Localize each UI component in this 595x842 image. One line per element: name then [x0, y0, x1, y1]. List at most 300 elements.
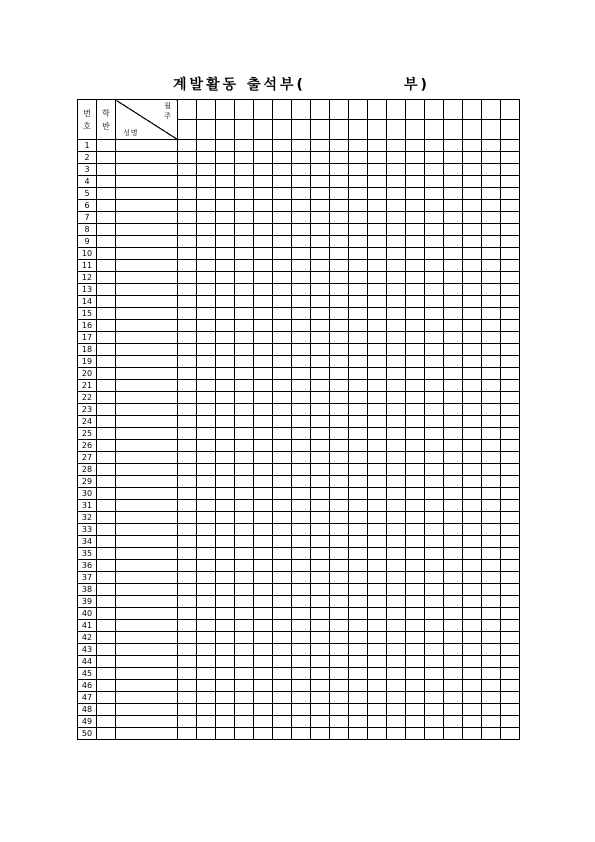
name-cell[interactable] [116, 296, 178, 308]
attendance-cell[interactable] [501, 188, 520, 200]
header-date-cell[interactable] [349, 100, 368, 120]
attendance-cell[interactable] [273, 692, 292, 704]
attendance-cell[interactable] [216, 404, 235, 416]
attendance-cell[interactable] [330, 248, 349, 260]
attendance-cell[interactable] [368, 512, 387, 524]
attendance-cell[interactable] [330, 236, 349, 248]
attendance-cell[interactable] [463, 224, 482, 236]
attendance-cell[interactable] [292, 236, 311, 248]
attendance-cell[interactable] [368, 404, 387, 416]
class-cell[interactable] [97, 368, 116, 380]
class-cell[interactable] [97, 320, 116, 332]
attendance-cell[interactable] [178, 488, 197, 500]
attendance-cell[interactable] [501, 656, 520, 668]
attendance-cell[interactable] [273, 500, 292, 512]
class-cell[interactable] [97, 452, 116, 464]
attendance-cell[interactable] [349, 188, 368, 200]
attendance-cell[interactable] [292, 512, 311, 524]
name-cell[interactable] [116, 344, 178, 356]
attendance-cell[interactable] [349, 572, 368, 584]
attendance-cell[interactable] [482, 188, 501, 200]
attendance-cell[interactable] [482, 428, 501, 440]
attendance-cell[interactable] [197, 212, 216, 224]
attendance-cell[interactable] [178, 260, 197, 272]
attendance-cell[interactable] [387, 260, 406, 272]
attendance-cell[interactable] [178, 428, 197, 440]
attendance-cell[interactable] [387, 152, 406, 164]
name-cell[interactable] [116, 584, 178, 596]
attendance-cell[interactable] [482, 152, 501, 164]
attendance-cell[interactable] [178, 188, 197, 200]
attendance-cell[interactable] [482, 500, 501, 512]
class-cell[interactable] [97, 344, 116, 356]
attendance-cell[interactable] [197, 452, 216, 464]
attendance-cell[interactable] [330, 536, 349, 548]
attendance-cell[interactable] [368, 188, 387, 200]
attendance-cell[interactable] [254, 548, 273, 560]
attendance-cell[interactable] [330, 716, 349, 728]
attendance-cell[interactable] [235, 332, 254, 344]
attendance-cell[interactable] [425, 572, 444, 584]
attendance-cell[interactable] [368, 200, 387, 212]
attendance-cell[interactable] [387, 488, 406, 500]
attendance-cell[interactable] [482, 212, 501, 224]
attendance-cell[interactable] [254, 224, 273, 236]
attendance-cell[interactable] [178, 656, 197, 668]
attendance-cell[interactable] [178, 392, 197, 404]
attendance-cell[interactable] [349, 476, 368, 488]
attendance-cell[interactable] [197, 488, 216, 500]
class-cell[interactable] [97, 428, 116, 440]
attendance-cell[interactable] [463, 584, 482, 596]
attendance-cell[interactable] [482, 668, 501, 680]
attendance-cell[interactable] [292, 344, 311, 356]
attendance-cell[interactable] [235, 560, 254, 572]
attendance-cell[interactable] [216, 440, 235, 452]
attendance-cell[interactable] [425, 500, 444, 512]
attendance-cell[interactable] [368, 224, 387, 236]
attendance-cell[interactable] [349, 656, 368, 668]
attendance-cell[interactable] [501, 692, 520, 704]
attendance-cell[interactable] [463, 344, 482, 356]
attendance-cell[interactable] [368, 668, 387, 680]
attendance-cell[interactable] [273, 464, 292, 476]
attendance-cell[interactable] [501, 284, 520, 296]
attendance-cell[interactable] [254, 728, 273, 740]
attendance-cell[interactable] [254, 284, 273, 296]
attendance-cell[interactable] [254, 488, 273, 500]
attendance-cell[interactable] [311, 632, 330, 644]
attendance-cell[interactable] [311, 248, 330, 260]
attendance-cell[interactable] [501, 308, 520, 320]
attendance-cell[interactable] [178, 584, 197, 596]
attendance-cell[interactable] [216, 200, 235, 212]
attendance-cell[interactable] [406, 380, 425, 392]
attendance-cell[interactable] [197, 692, 216, 704]
attendance-cell[interactable] [368, 548, 387, 560]
attendance-cell[interactable] [406, 464, 425, 476]
attendance-cell[interactable] [425, 464, 444, 476]
attendance-cell[interactable] [197, 200, 216, 212]
attendance-cell[interactable] [254, 440, 273, 452]
attendance-cell[interactable] [444, 440, 463, 452]
attendance-cell[interactable] [197, 512, 216, 524]
attendance-cell[interactable] [235, 200, 254, 212]
attendance-cell[interactable] [387, 308, 406, 320]
attendance-cell[interactable] [501, 704, 520, 716]
header-date-cell[interactable] [178, 120, 197, 140]
attendance-cell[interactable] [463, 716, 482, 728]
class-cell[interactable] [97, 260, 116, 272]
attendance-cell[interactable] [406, 428, 425, 440]
attendance-cell[interactable] [406, 632, 425, 644]
attendance-cell[interactable] [235, 704, 254, 716]
header-date-cell[interactable] [197, 120, 216, 140]
attendance-cell[interactable] [387, 584, 406, 596]
attendance-cell[interactable] [235, 176, 254, 188]
attendance-cell[interactable] [482, 716, 501, 728]
attendance-cell[interactable] [235, 284, 254, 296]
attendance-cell[interactable] [235, 428, 254, 440]
attendance-cell[interactable] [425, 308, 444, 320]
attendance-cell[interactable] [444, 320, 463, 332]
header-date-cell[interactable] [425, 100, 444, 120]
name-cell[interactable] [116, 284, 178, 296]
attendance-cell[interactable] [178, 404, 197, 416]
attendance-cell[interactable] [311, 140, 330, 152]
attendance-cell[interactable] [349, 224, 368, 236]
attendance-cell[interactable] [387, 704, 406, 716]
attendance-cell[interactable] [216, 560, 235, 572]
attendance-cell[interactable] [254, 464, 273, 476]
header-date-cell[interactable] [311, 100, 330, 120]
attendance-cell[interactable] [311, 212, 330, 224]
class-cell[interactable] [97, 140, 116, 152]
name-cell[interactable] [116, 716, 178, 728]
attendance-cell[interactable] [444, 488, 463, 500]
attendance-cell[interactable] [273, 428, 292, 440]
attendance-cell[interactable] [387, 296, 406, 308]
attendance-cell[interactable] [482, 548, 501, 560]
attendance-cell[interactable] [235, 464, 254, 476]
attendance-cell[interactable] [330, 380, 349, 392]
header-date-cell[interactable] [292, 120, 311, 140]
attendance-cell[interactable] [482, 308, 501, 320]
attendance-cell[interactable] [501, 356, 520, 368]
attendance-cell[interactable] [254, 608, 273, 620]
attendance-cell[interactable] [197, 140, 216, 152]
name-cell[interactable] [116, 440, 178, 452]
name-cell[interactable] [116, 416, 178, 428]
attendance-cell[interactable] [235, 452, 254, 464]
attendance-cell[interactable] [425, 356, 444, 368]
attendance-cell[interactable] [330, 476, 349, 488]
name-cell[interactable] [116, 380, 178, 392]
attendance-cell[interactable] [273, 620, 292, 632]
attendance-cell[interactable] [425, 200, 444, 212]
attendance-cell[interactable] [482, 512, 501, 524]
attendance-cell[interactable] [216, 164, 235, 176]
attendance-cell[interactable] [501, 596, 520, 608]
attendance-cell[interactable] [330, 704, 349, 716]
attendance-cell[interactable] [349, 488, 368, 500]
attendance-cell[interactable] [292, 728, 311, 740]
attendance-cell[interactable] [311, 536, 330, 548]
attendance-cell[interactable] [197, 428, 216, 440]
attendance-cell[interactable] [349, 308, 368, 320]
attendance-cell[interactable] [349, 356, 368, 368]
class-cell[interactable] [97, 656, 116, 668]
header-date-cell[interactable] [368, 100, 387, 120]
attendance-cell[interactable] [235, 392, 254, 404]
attendance-cell[interactable] [254, 332, 273, 344]
attendance-cell[interactable] [273, 248, 292, 260]
attendance-cell[interactable] [425, 440, 444, 452]
attendance-cell[interactable] [349, 608, 368, 620]
name-cell[interactable] [116, 656, 178, 668]
attendance-cell[interactable] [463, 560, 482, 572]
attendance-cell[interactable] [330, 500, 349, 512]
attendance-cell[interactable] [216, 584, 235, 596]
attendance-cell[interactable] [216, 188, 235, 200]
attendance-cell[interactable] [482, 332, 501, 344]
class-cell[interactable] [97, 476, 116, 488]
attendance-cell[interactable] [349, 728, 368, 740]
name-cell[interactable] [116, 704, 178, 716]
header-date-cell[interactable] [311, 120, 330, 140]
attendance-cell[interactable] [330, 296, 349, 308]
attendance-cell[interactable] [197, 680, 216, 692]
attendance-cell[interactable] [273, 356, 292, 368]
attendance-cell[interactable] [197, 284, 216, 296]
attendance-cell[interactable] [273, 632, 292, 644]
attendance-cell[interactable] [254, 524, 273, 536]
attendance-cell[interactable] [368, 152, 387, 164]
class-cell[interactable] [97, 356, 116, 368]
header-date-cell[interactable] [254, 120, 273, 140]
attendance-cell[interactable] [216, 344, 235, 356]
attendance-cell[interactable] [330, 608, 349, 620]
attendance-cell[interactable] [216, 500, 235, 512]
attendance-cell[interactable] [349, 236, 368, 248]
name-cell[interactable] [116, 200, 178, 212]
header-date-cell[interactable] [178, 100, 197, 120]
attendance-cell[interactable] [254, 452, 273, 464]
attendance-cell[interactable] [482, 344, 501, 356]
attendance-cell[interactable] [444, 728, 463, 740]
attendance-cell[interactable] [444, 692, 463, 704]
attendance-cell[interactable] [197, 248, 216, 260]
header-date-cell[interactable] [463, 100, 482, 120]
attendance-cell[interactable] [178, 236, 197, 248]
attendance-cell[interactable] [235, 524, 254, 536]
class-cell[interactable] [97, 668, 116, 680]
attendance-cell[interactable] [501, 392, 520, 404]
attendance-cell[interactable] [292, 620, 311, 632]
attendance-cell[interactable] [463, 452, 482, 464]
attendance-cell[interactable] [273, 440, 292, 452]
attendance-cell[interactable] [482, 524, 501, 536]
attendance-cell[interactable] [330, 392, 349, 404]
class-cell[interactable] [97, 560, 116, 572]
attendance-cell[interactable] [216, 320, 235, 332]
attendance-cell[interactable] [501, 632, 520, 644]
class-cell[interactable] [97, 620, 116, 632]
attendance-cell[interactable] [216, 488, 235, 500]
attendance-cell[interactable] [178, 176, 197, 188]
attendance-cell[interactable] [501, 236, 520, 248]
attendance-cell[interactable] [463, 356, 482, 368]
attendance-cell[interactable] [235, 728, 254, 740]
attendance-cell[interactable] [273, 224, 292, 236]
attendance-cell[interactable] [273, 608, 292, 620]
class-cell[interactable] [97, 680, 116, 692]
attendance-cell[interactable] [197, 416, 216, 428]
attendance-cell[interactable] [463, 572, 482, 584]
attendance-cell[interactable] [330, 524, 349, 536]
attendance-cell[interactable] [425, 584, 444, 596]
attendance-cell[interactable] [425, 716, 444, 728]
attendance-cell[interactable] [292, 368, 311, 380]
attendance-cell[interactable] [254, 200, 273, 212]
attendance-cell[interactable] [387, 224, 406, 236]
attendance-cell[interactable] [368, 728, 387, 740]
attendance-cell[interactable] [235, 476, 254, 488]
attendance-cell[interactable] [425, 320, 444, 332]
attendance-cell[interactable] [501, 524, 520, 536]
header-date-cell[interactable] [235, 120, 254, 140]
header-date-cell[interactable] [197, 100, 216, 120]
attendance-cell[interactable] [349, 680, 368, 692]
attendance-cell[interactable] [216, 524, 235, 536]
attendance-cell[interactable] [178, 200, 197, 212]
name-cell[interactable] [116, 308, 178, 320]
attendance-cell[interactable] [178, 476, 197, 488]
attendance-cell[interactable] [197, 404, 216, 416]
attendance-cell[interactable] [444, 596, 463, 608]
attendance-cell[interactable] [273, 332, 292, 344]
attendance-cell[interactable] [235, 140, 254, 152]
attendance-cell[interactable] [311, 524, 330, 536]
attendance-cell[interactable] [406, 656, 425, 668]
attendance-cell[interactable] [387, 272, 406, 284]
attendance-cell[interactable] [197, 380, 216, 392]
attendance-cell[interactable] [235, 152, 254, 164]
attendance-cell[interactable] [406, 680, 425, 692]
attendance-cell[interactable] [463, 152, 482, 164]
name-cell[interactable] [116, 680, 178, 692]
attendance-cell[interactable] [197, 368, 216, 380]
attendance-cell[interactable] [387, 380, 406, 392]
attendance-cell[interactable] [254, 380, 273, 392]
attendance-cell[interactable] [463, 548, 482, 560]
attendance-cell[interactable] [292, 644, 311, 656]
attendance-cell[interactable] [197, 344, 216, 356]
name-cell[interactable] [116, 548, 178, 560]
attendance-cell[interactable] [368, 464, 387, 476]
attendance-cell[interactable] [463, 476, 482, 488]
attendance-cell[interactable] [482, 464, 501, 476]
attendance-cell[interactable] [482, 320, 501, 332]
attendance-cell[interactable] [330, 260, 349, 272]
attendance-cell[interactable] [216, 248, 235, 260]
attendance-cell[interactable] [482, 632, 501, 644]
attendance-cell[interactable] [501, 536, 520, 548]
attendance-cell[interactable] [292, 572, 311, 584]
attendance-cell[interactable] [216, 140, 235, 152]
attendance-cell[interactable] [406, 512, 425, 524]
attendance-cell[interactable] [368, 368, 387, 380]
attendance-cell[interactable] [425, 248, 444, 260]
name-cell[interactable] [116, 596, 178, 608]
attendance-cell[interactable] [368, 248, 387, 260]
attendance-cell[interactable] [368, 632, 387, 644]
class-cell[interactable] [97, 380, 116, 392]
attendance-cell[interactable] [425, 536, 444, 548]
attendance-cell[interactable] [482, 164, 501, 176]
attendance-cell[interactable] [216, 368, 235, 380]
attendance-cell[interactable] [254, 704, 273, 716]
attendance-cell[interactable] [254, 692, 273, 704]
attendance-cell[interactable] [273, 572, 292, 584]
name-cell[interactable] [116, 524, 178, 536]
attendance-cell[interactable] [368, 476, 387, 488]
attendance-cell[interactable] [463, 212, 482, 224]
attendance-cell[interactable] [178, 332, 197, 344]
attendance-cell[interactable] [330, 332, 349, 344]
header-date-cell[interactable] [330, 120, 349, 140]
attendance-cell[interactable] [311, 500, 330, 512]
attendance-cell[interactable] [501, 140, 520, 152]
attendance-cell[interactable] [292, 140, 311, 152]
attendance-cell[interactable] [368, 656, 387, 668]
class-cell[interactable] [97, 728, 116, 740]
attendance-cell[interactable] [444, 416, 463, 428]
attendance-cell[interactable] [292, 380, 311, 392]
attendance-cell[interactable] [406, 728, 425, 740]
attendance-cell[interactable] [444, 680, 463, 692]
class-cell[interactable] [97, 272, 116, 284]
attendance-cell[interactable] [463, 524, 482, 536]
attendance-cell[interactable] [216, 284, 235, 296]
attendance-cell[interactable] [425, 140, 444, 152]
attendance-cell[interactable] [311, 656, 330, 668]
attendance-cell[interactable] [254, 620, 273, 632]
attendance-cell[interactable] [216, 428, 235, 440]
name-cell[interactable] [116, 632, 178, 644]
attendance-cell[interactable] [311, 392, 330, 404]
attendance-cell[interactable] [444, 260, 463, 272]
class-cell[interactable] [97, 632, 116, 644]
attendance-cell[interactable] [330, 404, 349, 416]
attendance-cell[interactable] [178, 644, 197, 656]
class-cell[interactable] [97, 176, 116, 188]
attendance-cell[interactable] [178, 284, 197, 296]
attendance-cell[interactable] [387, 428, 406, 440]
attendance-cell[interactable] [387, 164, 406, 176]
attendance-cell[interactable] [425, 236, 444, 248]
name-cell[interactable] [116, 212, 178, 224]
attendance-cell[interactable] [444, 464, 463, 476]
attendance-cell[interactable] [368, 440, 387, 452]
attendance-cell[interactable] [444, 272, 463, 284]
attendance-cell[interactable] [292, 452, 311, 464]
attendance-cell[interactable] [273, 308, 292, 320]
attendance-cell[interactable] [235, 656, 254, 668]
attendance-cell[interactable] [216, 476, 235, 488]
attendance-cell[interactable] [368, 140, 387, 152]
attendance-cell[interactable] [444, 392, 463, 404]
